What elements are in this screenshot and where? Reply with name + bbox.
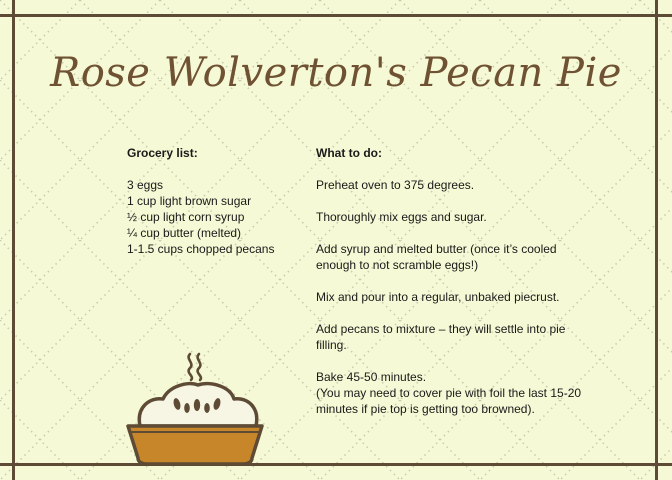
instructions-heading: What to do: xyxy=(316,146,382,160)
grocery-item: 1 cup light brown sugar xyxy=(127,194,252,208)
instruction-step: Add syrup and melted butter (once it’s cooled enough to not scramble eggs!) xyxy=(316,242,557,272)
instructions xyxy=(316,145,596,417)
pie-icon xyxy=(120,350,270,468)
frame-bottom-line xyxy=(0,463,672,466)
instruction-step: Add pecans to mixture – they will settle into pie filling. xyxy=(316,322,566,352)
instruction-step: Mix and pour into a regular, unbaked piecrust. xyxy=(316,290,560,304)
grocery-item: ¼ cup butter (melted) xyxy=(127,226,242,240)
grocery-item: 1-1.5 cups chopped pecans xyxy=(127,242,275,256)
grocery-list xyxy=(127,145,302,257)
grocery-heading: Grocery list: xyxy=(127,146,198,160)
instruction-step: Bake 45-50 minutes. (You may need to cover pie with foil the last 15-20 minutes if pie top is getting too browned). xyxy=(316,370,582,416)
steam-icon xyxy=(189,354,201,380)
instruction-step: Preheat oven to 375 degrees. xyxy=(316,178,475,192)
instruction-step: Thoroughly mix eggs and sugar. xyxy=(316,210,487,224)
frame-top-line xyxy=(0,14,672,17)
recipe-title: Rose Wolverton's Pecan Pie xyxy=(50,50,622,96)
grocery-item: 3 eggs xyxy=(127,178,164,192)
grocery-item: ½ cup light corn syrup xyxy=(127,210,245,224)
